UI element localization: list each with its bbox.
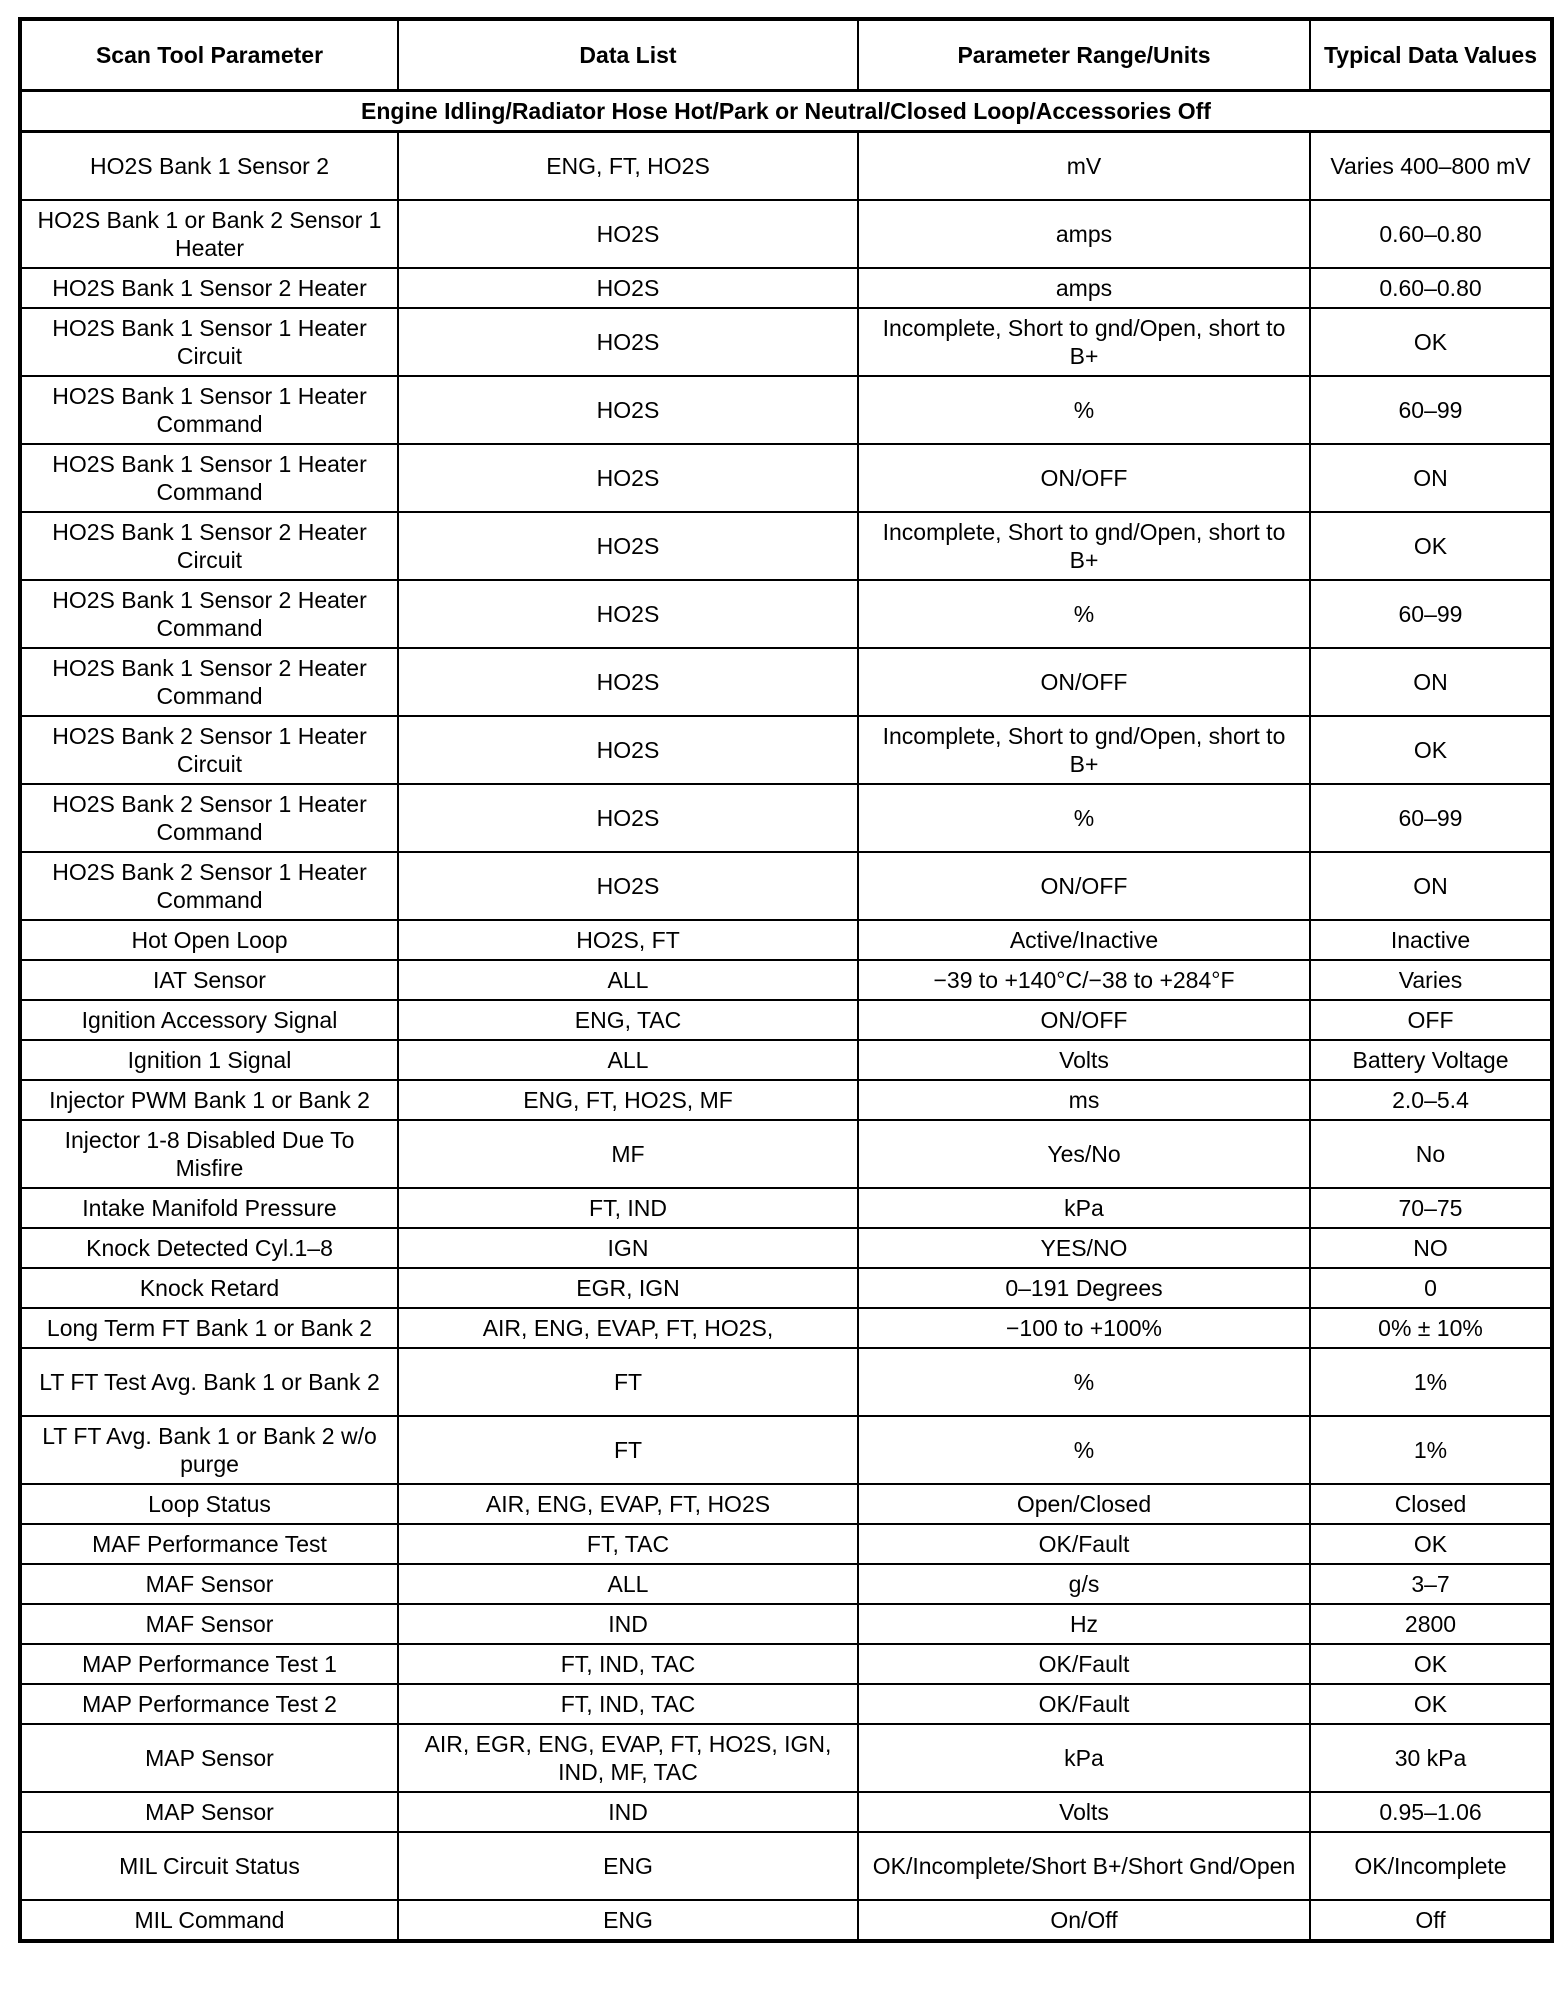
cell-data-list: HO2S [398,580,858,648]
cell-typical-value: 2.0–5.4 [1310,1080,1552,1120]
cell-parameter: HO2S Bank 2 Sensor 1 Heater Circuit [20,716,398,784]
cell-data-list: HO2S [398,716,858,784]
cell-data-list: AIR, ENG, EVAP, FT, HO2S [398,1484,858,1524]
cell-data-list: FT, TAC [398,1524,858,1564]
table-row [20,580,1552,648]
cell-data-list: IND [398,1604,858,1644]
cell-parameter: Injector 1-8 Disabled Due To Misfire [20,1120,398,1188]
cell-parameter: MAP Performance Test 2 [20,1684,398,1724]
cell-data-list: FT [398,1416,858,1484]
table-row [20,1792,1552,1832]
cell-range-units: OK/Fault [858,1684,1310,1724]
cell-data-list: FT, IND, TAC [398,1684,858,1724]
cell-range-units: mV [858,132,1310,201]
table-row [20,1348,1552,1416]
cell-range-units: Incomplete, Short to gnd/Open, short to B+ [858,716,1310,784]
cell-range-units: OK/Fault [858,1644,1310,1684]
table-row [20,1644,1552,1684]
cell-typical-value: OK [1310,716,1552,784]
table-row [20,1832,1552,1900]
cell-parameter: MAP Sensor [20,1792,398,1832]
table-row [20,308,1552,376]
cell-range-units: Volts [858,1040,1310,1080]
cell-parameter: HO2S Bank 2 Sensor 1 Heater Command [20,784,398,852]
cell-typical-value: 2800 [1310,1604,1552,1644]
cell-typical-value: 30 kPa [1310,1724,1552,1792]
cell-range-units: % [858,376,1310,444]
cell-range-units: % [858,1348,1310,1416]
cell-range-units: ms [858,1080,1310,1120]
cell-parameter: Loop Status [20,1484,398,1524]
cell-data-list: IND [398,1792,858,1832]
cell-data-list: AIR, ENG, EVAP, FT, HO2S, [398,1308,858,1348]
cell-data-list: FT, IND, TAC [398,1644,858,1684]
cell-typical-value: OK [1310,1524,1552,1564]
cell-range-units: 0–191 Degrees [858,1268,1310,1308]
cell-data-list: HO2S [398,648,858,716]
cell-parameter: Injector PWM Bank 1 or Bank 2 [20,1080,398,1120]
cell-parameter: Ignition 1 Signal [20,1040,398,1080]
cell-parameter: Knock Detected Cyl.1–8 [20,1228,398,1268]
cell-range-units: Hz [858,1604,1310,1644]
cell-typical-value: OK [1310,512,1552,580]
cell-range-units: ON/OFF [858,852,1310,920]
cell-typical-value: Varies [1310,960,1552,1000]
table-row [20,1228,1552,1268]
cell-range-units: ON/OFF [858,1000,1310,1040]
cell-data-list: HO2S, FT [398,920,858,960]
cell-range-units: Active/Inactive [858,920,1310,960]
table-row [20,200,1552,268]
column-header-typical-data-values: Typical Data Values [1310,19,1552,91]
column-header-parameter-range-units: Parameter Range/Units [858,19,1310,91]
cell-range-units: kPa [858,1724,1310,1792]
cell-data-list: EGR, IGN [398,1268,858,1308]
table-row [20,1000,1552,1040]
table-row [20,784,1552,852]
cell-range-units: YES/NO [858,1228,1310,1268]
cell-data-list: HO2S [398,376,858,444]
cell-typical-value: 0 [1310,1268,1552,1308]
table-row [20,1308,1552,1348]
cell-range-units: % [858,784,1310,852]
cell-data-list: HO2S [398,444,858,512]
table-row [20,376,1552,444]
cell-parameter: Knock Retard [20,1268,398,1308]
cell-parameter: MAF Sensor [20,1604,398,1644]
cell-range-units: % [858,1416,1310,1484]
table-body [20,91,1552,1942]
cell-typical-value: ON [1310,852,1552,920]
cell-parameter: HO2S Bank 1 or Bank 2 Sensor 1 Heater [20,200,398,268]
table-row [20,1684,1552,1724]
cell-parameter: MAP Sensor [20,1724,398,1792]
table-row [20,1524,1552,1564]
cell-parameter: MAP Performance Test 1 [20,1644,398,1684]
cell-range-units: kPa [858,1188,1310,1228]
scan-tool-data-table [18,17,1554,1943]
column-header-data-list: Data List [398,19,858,91]
cell-typical-value: 0.60–0.80 [1310,200,1552,268]
cell-data-list: HO2S [398,268,858,308]
table-row [20,1416,1552,1484]
cell-typical-value: 0% ± 10% [1310,1308,1552,1348]
cell-typical-value: No [1310,1120,1552,1188]
cell-typical-value: 0.60–0.80 [1310,268,1552,308]
cell-data-list: ALL [398,1040,858,1080]
cell-typical-value: NO [1310,1228,1552,1268]
table-row [20,1900,1552,1941]
table-row [20,512,1552,580]
cell-parameter: MAF Performance Test [20,1524,398,1564]
cell-parameter: HO2S Bank 1 Sensor 2 Heater Circuit [20,512,398,580]
cell-parameter: HO2S Bank 1 Sensor 1 Heater Command [20,376,398,444]
cell-range-units: Yes/No [858,1120,1310,1188]
cell-data-list: HO2S [398,512,858,580]
cell-typical-value: 70–75 [1310,1188,1552,1228]
cell-typical-value: 60–99 [1310,376,1552,444]
cell-data-list: IGN [398,1228,858,1268]
table-row [20,920,1552,960]
cell-parameter: HO2S Bank 1 Sensor 2 Heater Command [20,648,398,716]
cell-data-list: HO2S [398,200,858,268]
cell-typical-value: 60–99 [1310,580,1552,648]
cell-range-units: ON/OFF [858,648,1310,716]
cell-typical-value: 1% [1310,1348,1552,1416]
table-row [20,1564,1552,1604]
cell-data-list: FT, IND [398,1188,858,1228]
cell-data-list: ENG, FT, HO2S [398,132,858,201]
cell-typical-value: OK [1310,308,1552,376]
section-row [20,91,1552,132]
cell-range-units: Open/Closed [858,1484,1310,1524]
cell-typical-value: Inactive [1310,920,1552,960]
cell-data-list: HO2S [398,308,858,376]
cell-range-units: amps [858,268,1310,308]
cell-typical-value: Varies 400–800 mV [1310,132,1552,201]
cell-range-units: Volts [858,1792,1310,1832]
table-row [20,648,1552,716]
table-row [20,960,1552,1000]
cell-range-units: g/s [858,1564,1310,1604]
cell-parameter: LT FT Avg. Bank 1 or Bank 2 w/o purge [20,1416,398,1484]
scan-tool-data-sheet [18,17,1554,1943]
cell-data-list: FT [398,1348,858,1416]
cell-range-units: On/Off [858,1900,1310,1941]
cell-range-units: OK/Incomplete/Short B+/Short Gnd/Open [858,1832,1310,1900]
cell-parameter: HO2S Bank 1 Sensor 2 Heater Command [20,580,398,648]
table-row [20,852,1552,920]
cell-parameter: HO2S Bank 1 Sensor 2 Heater [20,268,398,308]
table-row [20,1080,1552,1120]
cell-parameter: Long Term FT Bank 1 or Bank 2 [20,1308,398,1348]
cell-range-units: ON/OFF [858,444,1310,512]
table-row [20,132,1552,201]
cell-typical-value: ON [1310,444,1552,512]
table-row [20,1040,1552,1080]
cell-parameter: Intake Manifold Pressure [20,1188,398,1228]
cell-typical-value: 3–7 [1310,1564,1552,1604]
cell-typical-value: 0.95–1.06 [1310,1792,1552,1832]
cell-parameter: Hot Open Loop [20,920,398,960]
cell-parameter: MAF Sensor [20,1564,398,1604]
table-row [20,1604,1552,1644]
cell-data-list: MF [398,1120,858,1188]
table-row [20,268,1552,308]
cell-typical-value: Closed [1310,1484,1552,1524]
cell-typical-value: 1% [1310,1416,1552,1484]
cell-parameter: HO2S Bank 1 Sensor 1 Heater Command [20,444,398,512]
cell-typical-value: OK [1310,1644,1552,1684]
cell-parameter: HO2S Bank 2 Sensor 1 Heater Command [20,852,398,920]
table-row [20,1268,1552,1308]
cell-parameter: HO2S Bank 1 Sensor 1 Heater Circuit [20,308,398,376]
section-title: Engine Idling/Radiator Hose Hot/Park or Neutral/Closed Loop/Accessories Off [20,91,1552,132]
table-row [20,1188,1552,1228]
cell-typical-value: OFF [1310,1000,1552,1040]
cell-data-list: ALL [398,1564,858,1604]
cell-parameter: MIL Command [20,1900,398,1941]
cell-data-list: ENG, TAC [398,1000,858,1040]
table-row [20,1484,1552,1524]
cell-range-units: OK/Fault [858,1524,1310,1564]
cell-parameter: IAT Sensor [20,960,398,1000]
cell-range-units: Incomplete, Short to gnd/Open, short to B+ [858,308,1310,376]
cell-typical-value: OK [1310,1684,1552,1724]
header-row [20,19,1552,91]
cell-typical-value: Off [1310,1900,1552,1941]
cell-data-list: HO2S [398,784,858,852]
cell-range-units: −100 to +100% [858,1308,1310,1348]
column-header-scan-tool-parameter: Scan Tool Parameter [20,19,398,91]
cell-typical-value: OK/Incomplete [1310,1832,1552,1900]
cell-range-units: % [858,580,1310,648]
cell-parameter: LT FT Test Avg. Bank 1 or Bank 2 [20,1348,398,1416]
cell-data-list: ENG, FT, HO2S, MF [398,1080,858,1120]
table-row [20,716,1552,784]
cell-parameter: Ignition Accessory Signal [20,1000,398,1040]
cell-data-list: ALL [398,960,858,1000]
table-row [20,444,1552,512]
cell-data-list: ENG [398,1832,858,1900]
cell-typical-value: ON [1310,648,1552,716]
cell-data-list: HO2S [398,852,858,920]
cell-typical-value: 60–99 [1310,784,1552,852]
cell-range-units: −39 to +140°C/−38 to +284°F [858,960,1310,1000]
cell-typical-value: Battery Voltage [1310,1040,1552,1080]
table-row [20,1120,1552,1188]
cell-parameter: HO2S Bank 1 Sensor 2 [20,132,398,201]
cell-range-units: Incomplete, Short to gnd/Open, short to B+ [858,512,1310,580]
cell-range-units: amps [858,200,1310,268]
cell-data-list: AIR, EGR, ENG, EVAP, FT, HO2S, IGN, IND, MF, TAC [398,1724,858,1792]
cell-data-list: ENG [398,1900,858,1941]
cell-parameter: MIL Circuit Status [20,1832,398,1900]
table-row [20,1724,1552,1792]
